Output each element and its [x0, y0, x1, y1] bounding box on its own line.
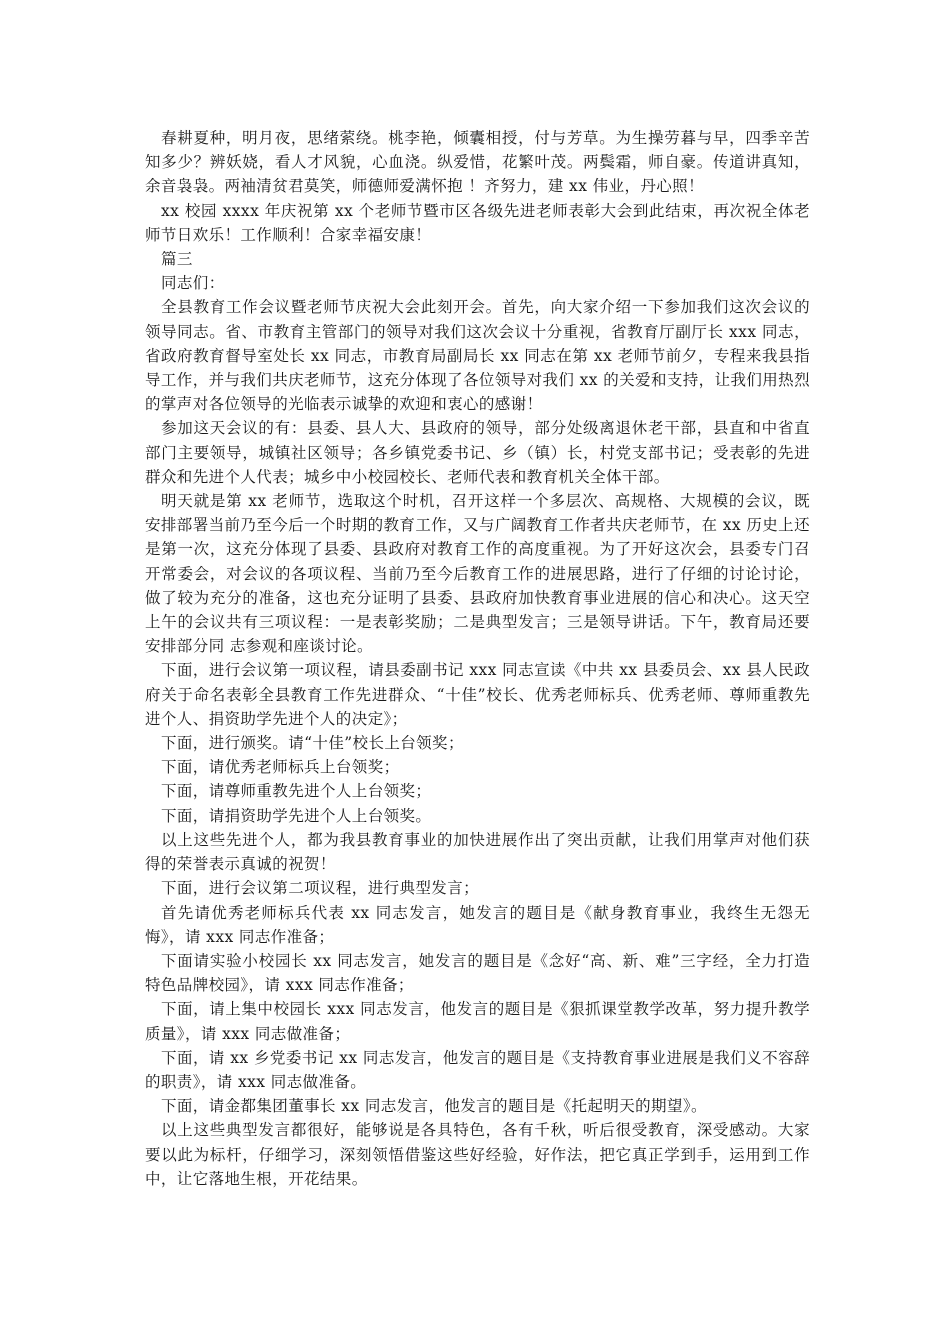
paragraph-award-2: 下面，请优秀老师标兵上台领奖；: [161, 758, 400, 777]
paragraph-speech-1: 首先请优秀老师标兵代表 xx 同志发言，她发言的题目是《献身教育事业，我终生无怨无悔》，请 xxx 同志作准备；: [145, 903, 810, 946]
paragraph-speech-3: 下面，请上集中校园长 xxx 同志发言，他发言的题目是《狠抓课堂教学改革，努力提升教学质量》，请 xxx 同志做准备；: [145, 1000, 810, 1043]
paragraph-attendees: 参加这天会议的有：县委、县人大、县政府的领导，部分处级离退休老干部，县直和中省直部门主要领导，城镇社区领导；各乡镇党委书记、乡（镇）长，村党支部书记；受表彰的先进群众和先进个人代表；城乡中小校园校长、老师代表和教育机关全体干部。: [145, 419, 810, 486]
section-heading: 篇三: [161, 250, 193, 269]
paragraph-second-item: 下面，进行会议第二项议程，进行典型发言；: [161, 879, 480, 898]
paragraph-closing-remarks: xx 校园 xxxx 年庆祝第 xx 个老师节暨市区各级先进老师表彰大会到此结束，再次祝全体老师节日欢乐！工作顺利！合家幸福安康！: [145, 201, 810, 244]
paragraph-agenda: 明天就是第 xx 老师节，选取这个时机，召开这样一个多层次、高规格、大规模的会议，既安排部署当前乃至今后一个时期的教育工作，又与广阔教育工作者共庆老师节，在 xx 历史上还是第一次，这充分体现了县委、县政府对教育工作的高度重视。为了开好这次会，县委专门召开常委会，对会议的各项议程、当前乃至今后教育工作的进展思路，进行了仔细的讨论讨论，做了较为充分的准备，这也充分证明了县委、县政府加快教育事业进展的信心和决心。这天空上午的会议共有三项议程：一是表彰奖励；二是典型发言；三是领导讲话。下午，教育局还要安排部分同 志参观和座谈讨论。: [145, 492, 810, 656]
paragraph-summary: 以上这些典型发言都很好，能够说是各具特色，各有千秋，听后很受教育，深受感动。大家要以此为标杆，仔细学习，深刻领悟借鉴这些好经验，好作法，把它真正学到手，运用到工作中，让它落地生根，开花结果。: [145, 1121, 810, 1188]
paragraph-opening: 全县教育工作会议暨老师节庆祝大会此刻开会。首先，向大家介绍一下参加我们这次会议的领导同志。省、市教育主管部门的领导对我们这次会议十分重视，省教育厅副厅长 xxx 同志，省政府教育督导室处长 xx 同志，市教育局副局长 xx 同志在第 xx 老师节前夕，专程来我县指导工作，并与我们共庆老师节，这充分体现了各位领导对我们 xx 的关爱和支持，让我们用热烈的掌声对各位领导的光临表示诚挚的欢迎和衷心的感谢！: [145, 298, 810, 414]
paragraph-poem: 春耕夏种，明月夜，思绪萦绕。桃李艳，倾囊相授，付与芳草。为生操劳暮与早，四季辛苦知多少？辨妖娆，看人才风貌，心血浇。纵爱惜，花繁叶茂。两鬓霜，师自豪。传道讲真知，余音袅袅。两袖清贫君莫笑，师德师爱满怀抱 ！齐努力，建 xx 伟业，丹心照！: [145, 129, 810, 196]
salutation: 同志们：: [161, 274, 225, 293]
paragraph-award-4: 下面，请捐资助学先进个人上台领奖。: [161, 806, 432, 825]
paragraph-speech-2: 下面请实验小校园长 xx 同志发言，她发言的题目是《念好“高、新、难”三字经，全力打造特色品牌校园》，请 xxx 同志作准备；: [145, 951, 810, 995]
paragraph-congratulations: 以上这些先进个人，都为我县教育事业的加快进展作出了突出贡献，让我们用掌声对他们获得的荣誉表示真诚的祝贺！: [145, 830, 810, 874]
paragraph-speech-5: 下面，请金都集团董事长 xx 同志发言，他发言的题目是《托起明天的期望》。: [161, 1097, 707, 1116]
paragraph-award-1: 下面，进行颁奖。请“十佳”校长上台领奖；: [161, 734, 464, 753]
paragraph-speech-4: 下面，请 xx 乡党委书记 xx 同志发言，他发言的题目是《支持教育事业进展是我们义不容辞的职责》，请 xxx 同志做准备。: [145, 1048, 810, 1091]
document-body: [145, 126, 810, 1191]
paragraph-award-3: 下面，请尊师重教先进个人上台领奖；: [161, 782, 432, 801]
paragraph-first-item: 下面，进行会议第一项议程，请县委副书记 xxx 同志宣读《中共 xx 县委员会、xx 县人民政府关于命名表彰全县教育工作先进群众、“十佳”校长、优秀老师标兵、优秀老师、尊师重教先进个人、捐资助学先进个人的决定》；: [145, 661, 810, 728]
